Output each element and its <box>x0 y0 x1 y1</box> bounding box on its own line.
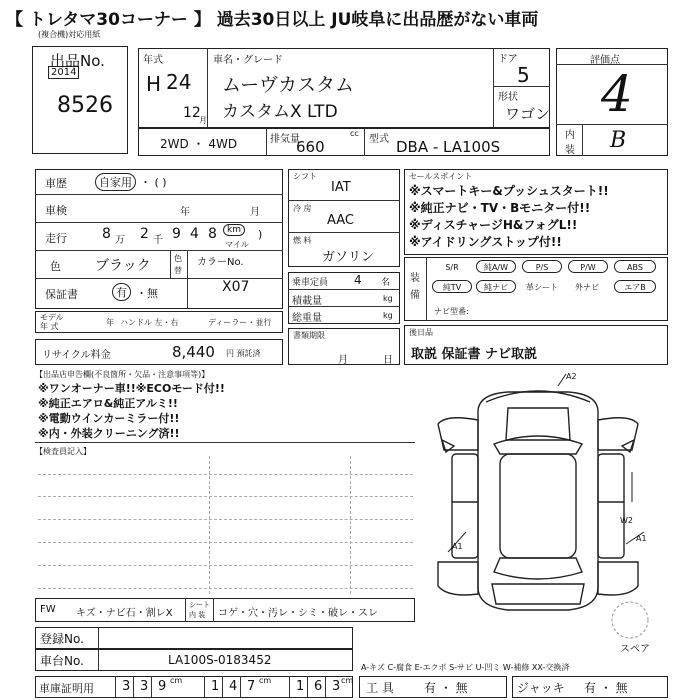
diagram-mark-a2: A2 <box>566 372 577 381</box>
header-title: 【 トレタマ30コーナー 】 過去30日以上 JU岐阜に出品歴がない車両 <box>6 10 539 30</box>
cooling-label: 冷 房 <box>293 204 312 213</box>
dealer-value: ディーラー・並行 <box>208 318 272 327</box>
recycle-label: リサイクル料金 <box>42 350 111 361</box>
passengers-label: 乗車定員 <box>292 278 329 288</box>
displacement-value: 660 <box>296 138 325 156</box>
chassis-value: LA100S-0183452 <box>168 653 272 667</box>
seat-label-1: シート <box>189 601 210 609</box>
tools-value: 有 ・ 無 <box>424 681 468 695</box>
year-era: H <box>146 72 162 96</box>
doors-value: 5 <box>517 63 530 87</box>
lot-number: 8526 <box>57 93 113 118</box>
diagram-mark-a1: A1 <box>452 542 463 551</box>
load-label: 積載量 <box>292 296 322 307</box>
weight-unit: kg <box>383 311 393 320</box>
mileage-d1: 8 <box>102 226 111 242</box>
year-month: 12 <box>183 105 201 121</box>
equip-ext-navi: 外ナビ <box>575 283 599 292</box>
color-label: 色 <box>50 260 61 273</box>
lot-label: 出品No. <box>50 52 105 70</box>
mileage-km-circled: km <box>223 224 245 236</box>
spare-label: スペア <box>620 644 650 655</box>
interior-label-2: 装 <box>565 145 575 156</box>
equip-pw: P/W <box>568 260 608 273</box>
inspection-year-unit: 年 <box>180 207 190 218</box>
color-no-label: カラーNo. <box>197 257 244 268</box>
cert-d6: 7 <box>247 679 256 694</box>
displacement-label: 排気量 <box>270 134 300 145</box>
history-suffix: ・ ( ) <box>140 176 167 189</box>
cert-d7: 1 <box>296 679 305 694</box>
warranty-has <box>112 283 131 301</box>
cert-d1: 3 <box>122 679 131 694</box>
recycle-amount: 8,440 <box>172 343 215 361</box>
cert-label: 車庫証明用 <box>39 682 94 695</box>
warranty-circled: 有 <box>112 283 131 301</box>
mileage-d4: 4 <box>190 226 199 242</box>
aftermarket-value: 取説 保証書 ナビ取説 <box>411 347 538 362</box>
mileage-u1: 万 <box>115 235 125 246</box>
passengers-value: 4 <box>354 273 362 287</box>
weight-label: 総重量 <box>292 313 322 324</box>
equip-alloy: 純A/W <box>476 260 516 273</box>
mileage-d3: 9 <box>172 226 181 242</box>
shape-label: 形状 <box>498 92 518 103</box>
inspection-label: 車検 <box>45 204 67 217</box>
fuel-value: ガソリン <box>322 250 375 265</box>
warranty-rest: ・無 <box>136 287 158 300</box>
car-name: ムーヴカスタム <box>222 74 355 96</box>
deadline-label: 書類期限 <box>293 331 325 340</box>
sales-point-3: ※ディスチャージH&フォグL!! <box>409 218 578 232</box>
interior-label-1: 内 <box>565 130 575 141</box>
shift-value: IAT <box>331 180 351 195</box>
model-year-label-2: 年 式 <box>40 322 59 331</box>
cert-u3: cm <box>341 676 354 685</box>
note-1: ※ワンオーナー車!!※ECOモード付!! <box>38 382 225 395</box>
deadline-day-unit: 日 <box>383 355 393 366</box>
chassis-label: 車台No. <box>40 654 84 668</box>
navi-model-label: ナビ型番: <box>434 307 469 316</box>
tools-label: 工 具 <box>366 681 394 695</box>
sales-point-4: ※アイドリングストップ付!! <box>409 235 562 249</box>
history-circled: 自家用 <box>95 173 136 191</box>
notes-title: 【出品店申告欄(不良箇所・欠品・注意事項等)】 <box>35 370 210 379</box>
lot-year-tag: 2014 <box>48 66 79 79</box>
doors-label: ドア <box>498 54 518 65</box>
cert-d8: 6 <box>314 679 323 694</box>
cert-d4: 1 <box>211 679 220 694</box>
interior-value: B <box>610 128 627 153</box>
deadline-month-unit: 月 <box>338 355 348 366</box>
equipment-label-1: 装 <box>410 273 420 284</box>
warranty-label: 保証書 <box>45 288 78 301</box>
history-label: 車歴 <box>45 177 67 190</box>
seat-text: コゲ・穴・汚レ・シミ・破レ・スレ <box>218 608 378 619</box>
note-3: ※電動ウインカーミラー付!! <box>38 412 180 425</box>
passengers-unit: 名 <box>381 278 391 288</box>
equip-abs: ABS <box>614 260 656 273</box>
cert-u1: cm <box>170 676 183 685</box>
cert-d2: 3 <box>140 679 149 694</box>
form-subtitle: (複合機)対応用紙 <box>38 30 101 39</box>
model-value: DBA - LA100S <box>396 138 501 156</box>
color-no-value: X07 <box>222 279 250 295</box>
equipment-label-2: 備 <box>410 290 420 301</box>
cert-u2: cm <box>259 676 272 685</box>
note-4: ※内・外装クリーニング済!! <box>38 427 180 440</box>
model-year-label-1: モデル <box>40 313 64 322</box>
cert-d9: 3 <box>332 679 341 694</box>
color-value: ブラック <box>95 258 151 274</box>
model-year-unit: 年 <box>106 318 114 327</box>
inspection-month-unit: 月 <box>250 207 260 218</box>
fuel-label: 燃 料 <box>293 236 312 245</box>
mileage-d5: 8 <box>208 226 217 242</box>
diagram-mark-a1b: A1 <box>636 534 647 543</box>
recycle-unit: 円 預託済 <box>226 349 261 358</box>
cooling-value: AAC <box>327 213 354 228</box>
drive-value: 2WD ・ 4WD <box>160 137 238 151</box>
equip-airbag: エアB <box>614 280 656 293</box>
jack-value: 有 ・ 無 <box>584 681 628 695</box>
year-label: 年式 <box>143 55 163 66</box>
registration-label: 登録No. <box>40 632 84 646</box>
cert-d3: 9 <box>158 679 167 694</box>
aftermarket-label: 後日品 <box>409 328 433 337</box>
mileage-u2: 千 <box>153 235 163 246</box>
model-label: 型式 <box>369 134 389 145</box>
color-change-label-2: 替 <box>174 266 182 275</box>
sales-points-label: セールスポイント <box>409 172 473 181</box>
cert-d5: 4 <box>229 679 238 694</box>
handle-value: ハンドル 左・右 <box>120 318 179 327</box>
load-unit: kg <box>383 294 393 303</box>
equip-tv: 純TV <box>432 280 472 293</box>
name-label: 車名・グレード <box>213 55 283 66</box>
history-value <box>95 173 136 191</box>
score-label: 評価点 <box>590 55 620 66</box>
sales-point-2: ※純正ナビ・TV・Bモニター付!! <box>409 201 591 215</box>
fw-text: キズ・ナビ石・割レX <box>76 608 173 619</box>
mileage-unit-mile: マイル <box>225 240 249 249</box>
shift-label: シフト <box>293 172 317 181</box>
year-month-unit: 月 <box>199 116 207 125</box>
note-2: ※純正エアロ&純正アルミ!! <box>38 397 178 410</box>
seat-label-2: 内 装 <box>189 611 206 619</box>
sales-point-1: ※スマートキー&プッシュスタート!! <box>409 184 609 198</box>
damage-legend: A-キズ C-腐食 E-エクボ S-サビ U-凹ミ W-補修 XX-交換済 <box>361 663 570 672</box>
year-value: 24 <box>166 70 192 94</box>
diagram-mark-w2: W2 <box>620 516 633 525</box>
fw-label: FW <box>40 604 56 615</box>
mileage-unit-km <box>223 224 245 236</box>
equip-sr: S/R <box>445 263 459 272</box>
inspector-title: 【検査員記入】 <box>35 447 91 456</box>
jack-label: ジャッキ <box>517 681 565 695</box>
mileage-label: 走行 <box>45 232 67 245</box>
equip-leather: 革シート <box>526 283 558 292</box>
equip-ps: P/S <box>522 260 562 273</box>
mileage-d2: 2 <box>140 226 149 242</box>
car-grade: カスタムX LTD <box>222 102 338 122</box>
color-change-label-1: 色 <box>174 254 182 263</box>
displacement-unit: cc <box>350 129 359 138</box>
score-value: 4 <box>601 65 633 123</box>
shape-value: ワゴン <box>505 105 551 123</box>
equip-navi: 純ナビ <box>476 280 516 293</box>
car-diagram <box>408 372 668 652</box>
